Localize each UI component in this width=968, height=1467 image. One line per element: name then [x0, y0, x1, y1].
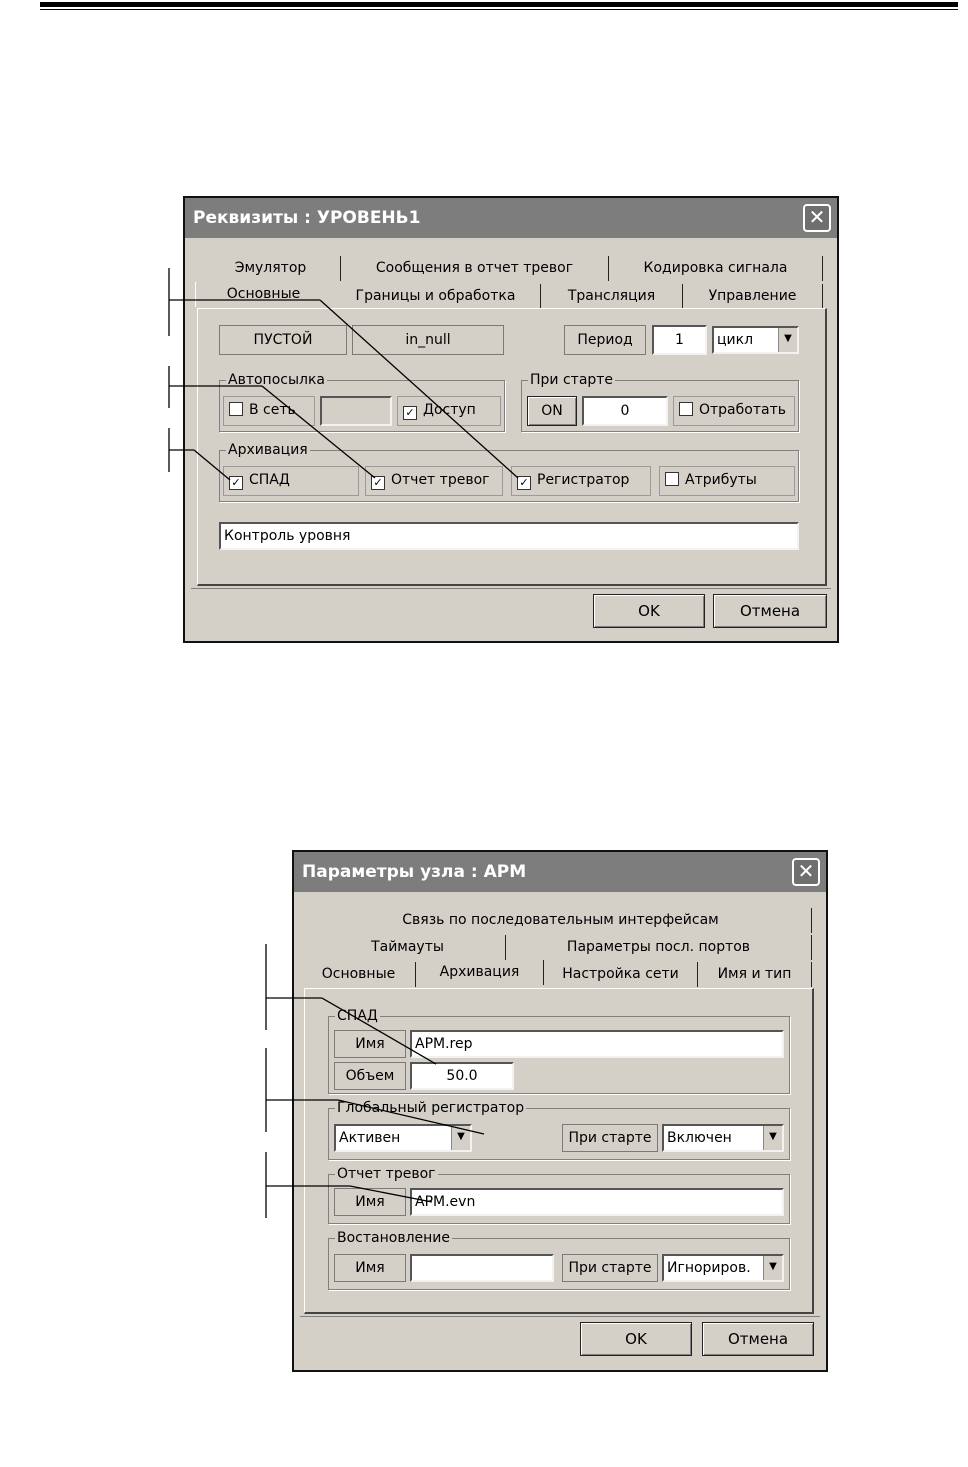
- group-restore-title: Востановление: [337, 1230, 450, 1246]
- period-unit-select[interactable]: цикл ▼: [712, 326, 799, 354]
- attributes-checkbox[interactable]: Атрибуты: [665, 472, 757, 488]
- callout-leader: [322, 998, 436, 1064]
- group-autosend-title: Автопосылка: [228, 372, 326, 388]
- checkmark-icon[interactable]: ✓: [229, 476, 243, 490]
- network-checkbox[interactable]: В сеть: [229, 402, 296, 418]
- callout-leader: [350, 1186, 432, 1202]
- volume-input[interactable]: 50.0: [410, 1062, 514, 1090]
- tab-serial-interfaces[interactable]: Связь по последовательным интерфейсам: [310, 908, 812, 933]
- tab-alarm-messages[interactable]: Сообщения в отчет тревог: [341, 256, 609, 281]
- tab-main[interactable]: Основные: [302, 962, 416, 987]
- tab-timeouts[interactable]: Таймауты: [310, 935, 506, 960]
- process-checkbox[interactable]: Отработать: [679, 402, 786, 418]
- tab-translation[interactable]: Трансляция: [541, 284, 683, 309]
- global-onstart-select[interactable]: Включен ▼: [662, 1124, 784, 1152]
- close-icon[interactable]: ✕: [792, 858, 820, 886]
- tab-control[interactable]: Управление: [683, 284, 823, 309]
- group-spad-title: СПАД: [337, 1008, 378, 1024]
- on-button[interactable]: ON: [527, 396, 577, 426]
- spad-checkbox[interactable]: ✓ СПАД: [229, 472, 290, 490]
- global-state-select[interactable]: Активен ▼: [334, 1124, 472, 1152]
- restore-onstart-label: При старте: [562, 1254, 658, 1282]
- tab-main[interactable]: Основные: [195, 282, 331, 307]
- tab-network-settings[interactable]: Настройка сети: [544, 962, 698, 987]
- ok-button[interactable]: OK: [580, 1322, 692, 1356]
- tab-limits[interactable]: Границы и обработка: [331, 284, 541, 309]
- dialog-title: Параметры узла : АРМ: [294, 852, 826, 892]
- checkmark-icon[interactable]: ✓: [517, 476, 531, 490]
- signal-type-label: ПУСТОЙ: [219, 325, 347, 355]
- group-archive-title: Архивация: [228, 442, 308, 458]
- callout-leader: [320, 300, 518, 478]
- volume-label: Объем: [334, 1062, 406, 1090]
- close-icon[interactable]: ✕: [803, 204, 831, 232]
- global-onstart-label: При старте: [562, 1124, 658, 1152]
- ok-button[interactable]: OK: [593, 594, 705, 628]
- alarm-name-input[interactable]: APM.evn: [410, 1188, 784, 1216]
- group-global-title: Глобальный регистратор: [337, 1100, 525, 1116]
- spad-name-input[interactable]: APM.rep: [410, 1030, 784, 1058]
- dialog-title: Реквизиты : УРОВЕНЬ1: [185, 198, 837, 238]
- restore-onstart-select[interactable]: Игнориров. ▼: [662, 1254, 784, 1282]
- period-input[interactable]: 1: [652, 325, 707, 355]
- registrar-checkbox[interactable]: ✓ Регистратор: [517, 472, 629, 490]
- callout-leader: [194, 450, 230, 480]
- alarm-report-checkbox[interactable]: ✓ Отчет тревог: [371, 472, 490, 490]
- cancel-button[interactable]: Отмена: [702, 1322, 814, 1356]
- tab-signal-encoding[interactable]: Кодировка сигнала: [609, 256, 823, 281]
- tab-archive[interactable]: Архивация: [416, 960, 544, 985]
- cancel-button[interactable]: Отмена: [713, 594, 827, 628]
- callout-leader: [262, 386, 375, 478]
- input-name-label: in_null: [352, 325, 504, 355]
- checkmark-icon[interactable]: ✓: [403, 406, 417, 420]
- spad-name-label: Имя: [334, 1030, 406, 1058]
- callout-leader: [338, 1100, 484, 1134]
- description-input[interactable]: Контроль уровня: [219, 522, 799, 550]
- onstart-value-input[interactable]: 0: [582, 396, 668, 426]
- tab-emulator[interactable]: Эмулятор: [201, 256, 341, 281]
- access-checkbox[interactable]: ✓ Доступ: [403, 402, 476, 420]
- restore-name-label: Имя: [334, 1254, 406, 1282]
- chevron-down-icon[interactable]: ▼: [763, 1256, 782, 1280]
- group-onstart-title: При старте: [530, 372, 614, 388]
- chevron-down-icon[interactable]: ▼: [763, 1126, 782, 1150]
- chevron-down-icon[interactable]: ▼: [778, 328, 797, 352]
- group-alarm-title: Отчет тревог: [337, 1166, 436, 1182]
- tab-port-params[interactable]: Параметры посл. портов: [506, 935, 812, 960]
- tab-name-type[interactable]: Имя и тип: [698, 962, 812, 987]
- checkmark-icon[interactable]: ✓: [371, 476, 385, 490]
- period-label: Период: [564, 325, 646, 355]
- alarm-name-label: Имя: [334, 1188, 406, 1216]
- chevron-down-icon[interactable]: ▼: [451, 1126, 470, 1150]
